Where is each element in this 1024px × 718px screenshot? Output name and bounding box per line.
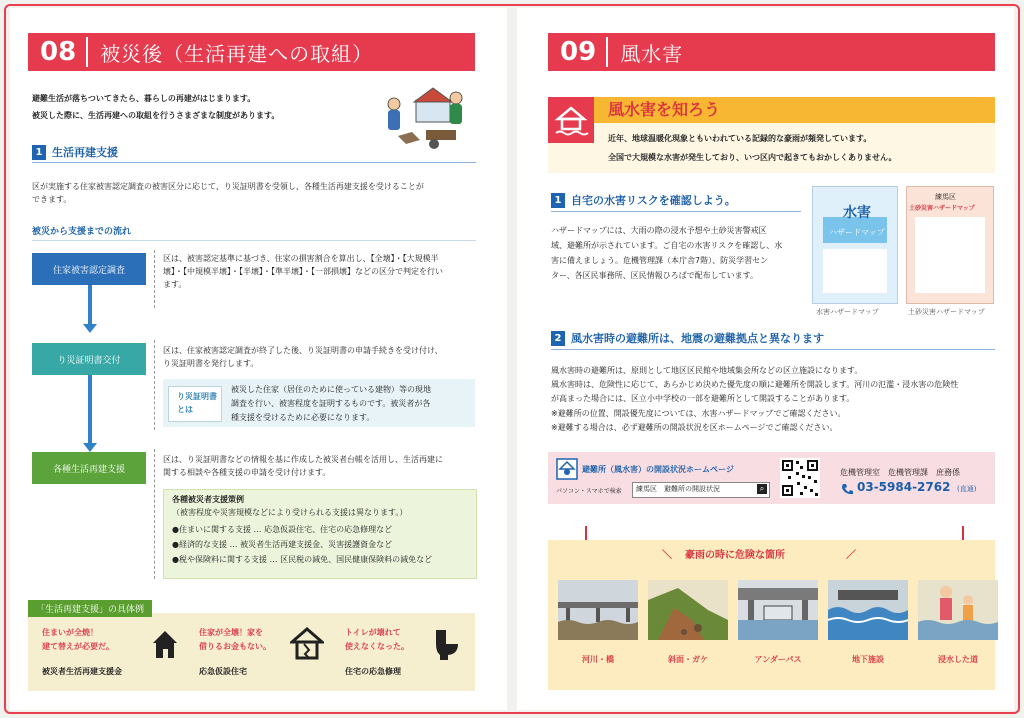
support-title: 各種被災者支援策例 xyxy=(172,495,244,504)
step-3-desc-2: 関する相談や各種支援の申請を受け付けます。 xyxy=(163,468,331,477)
flood-house-icon xyxy=(548,97,594,143)
example-1-q2: 建て替えが必要だ。 xyxy=(42,642,114,651)
r2-body-5: ※避難する場合は、必ず避難所の開設状況を区ホームページでご確認ください。 xyxy=(551,423,838,432)
intro-line-2: 被災した際に、生活再建への取組を行うさまざまな制度があります。 xyxy=(32,111,280,120)
flood-icon-box xyxy=(548,97,594,143)
step-1-desc-3: ます。 xyxy=(163,280,187,289)
flood-hazard-map-cover xyxy=(812,186,898,304)
section-header-08 xyxy=(28,33,475,71)
dash xyxy=(154,250,155,308)
flow-arrow xyxy=(83,443,97,452)
danger-caption-3: アンダーパス xyxy=(754,655,802,664)
underpass-illustration xyxy=(738,580,818,640)
example-2-answer: 応急仮設住宅 xyxy=(199,667,247,676)
marker-line xyxy=(962,526,964,540)
step-2-desc-1: 区は、住家被害認定調査が終了した後、り災証明書の申請手続きを受け付け、 xyxy=(163,346,443,355)
dash xyxy=(154,449,155,579)
section-title: 被災後（生活再建への取組） xyxy=(100,41,374,66)
cover-title: 水害 xyxy=(843,205,871,221)
example-3-answer: 住宅の応急修理 xyxy=(345,667,401,676)
flow-arrow xyxy=(83,324,97,333)
tools-icon xyxy=(150,628,180,660)
section-number: 08 xyxy=(28,37,88,67)
step-3-desc-1: 区は、り災証明書などの情報を基に作成した被災者台帳を活用し、生活再建に xyxy=(163,455,443,464)
definition-text-2: 調査を行い、被害程度を証明するものです。被災者が各 xyxy=(231,399,431,408)
divider xyxy=(551,211,801,212)
r2-body-3: が高まった場合には、区立小中学校の一部を避難所として開設することがあります。 xyxy=(551,394,855,403)
section-header-09 xyxy=(548,33,995,71)
divider xyxy=(32,240,476,241)
step-1-desc-1: 区は、被害認定基準に基づき、住家の損害割合を算出し、【全壊】・【大規模半 xyxy=(163,254,439,263)
danger-caption-4: 地下施設 xyxy=(852,655,884,664)
danger-caption-2: 斜面・ガケ xyxy=(668,655,708,664)
r2-body-2: 風水害時は、危険性に応じて、あらかじめ決めた優先度の順に避難所を開設します。河川の氾濫・浸水害の危険性 xyxy=(551,380,959,389)
broken-house-icon xyxy=(290,626,324,660)
flooded-road-illustration xyxy=(918,580,998,640)
r2-body-1: 風水害時の避難所は、原則として地区区民館や地域集会所などの区立施設になります。 xyxy=(551,366,863,375)
qr-code[interactable] xyxy=(780,458,820,498)
definition-term-2: とは xyxy=(177,405,193,414)
shelter-icon xyxy=(556,458,578,480)
example-3-q2: 使えなくなった。 xyxy=(345,642,409,651)
definition-term-1: り災証明書 xyxy=(177,392,217,401)
right-intro-1: 近年、地球温暖化現象ともいわれている記録的な豪雨が頻発しています。 xyxy=(608,134,872,143)
search-icon[interactable]: ⌕ xyxy=(757,484,767,494)
example-2-q1: 住家が全壊！家を xyxy=(199,628,263,637)
rebuild-illustration xyxy=(376,82,476,154)
department: 危機管理室 危機管理課 庶務係 xyxy=(840,468,960,477)
cover-ward: 練馬区 xyxy=(935,193,956,201)
phone-note: (直通) xyxy=(957,485,977,493)
subsection-header-r2 xyxy=(551,330,824,346)
flow-connector xyxy=(88,285,92,325)
river-bridge-illustration xyxy=(558,580,638,640)
flow-step-2: り災証明書交付 xyxy=(32,343,146,375)
example-3-q1: トイレが壊れて xyxy=(345,628,401,637)
r1-body-2: 域、避難所が示されています。ご自宅の水害リスクを確認し、水 xyxy=(551,241,783,250)
phone-number[interactable]: 03-5984-2762 xyxy=(857,480,951,494)
cover-map xyxy=(915,217,985,293)
dash xyxy=(154,340,155,430)
s1-body-1: 区が実施する住家被害認定調査の被害区分に応じて、り災証明書を受領し、各種生活再建支援を受けることが xyxy=(32,182,424,191)
section-number: 09 xyxy=(548,37,608,67)
flow-connector xyxy=(88,375,92,445)
support-item-1: ●住まいに関する支援 … 応急仮設住宅、住宅の応急修理など xyxy=(172,525,393,534)
r2-body-4: ※避難所の位置、開設優先度については、水害ハザードマップでご確認ください。 xyxy=(551,409,846,418)
definition-text-1: 被災した住家（居住のために使っている建物）等の現地 xyxy=(231,385,431,394)
r1-body-3: 害に備えましょう。危機管理課（本庁舎7階）、防災学習セン xyxy=(551,256,769,265)
subsection-number: 2 xyxy=(551,331,565,346)
danger-title-deco-left: ＼ xyxy=(662,550,672,561)
toilet-icon xyxy=(432,628,462,662)
search-value: 練馬区 避難所の開設状況 xyxy=(636,485,720,493)
flow-label: 被災から支援までの流れ xyxy=(32,227,132,237)
danger-title: 豪雨の時に危険な箇所 xyxy=(685,550,785,561)
underground-facility-illustration xyxy=(828,580,908,640)
example-2-q2: 借りるお金もない。 xyxy=(199,642,271,651)
marker-line xyxy=(585,526,587,540)
danger-caption-1: 河川・橋 xyxy=(582,655,614,664)
subsection-header-1 xyxy=(32,144,118,160)
example-1-q1: 住まいが全焼！ xyxy=(42,628,98,637)
landslide-hazard-map-cover xyxy=(906,186,994,304)
search-hint: パソコン・スマホで検索 xyxy=(556,488,622,495)
r1-body-4: ター、各区民事務所、区民情報ひろばで配布しています。 xyxy=(551,271,759,280)
support-item-3: ●税や保険料に関する支援 … 区民税の減免、国民健康保険料の減免など xyxy=(172,555,433,564)
support-item-2: ●経済的な支援 … 被災者生活再建支援金、災害援護資金など xyxy=(172,540,393,549)
cover-title: 土砂災害ハザードマップ xyxy=(909,205,975,212)
subsection-title: 風水害時の避難所は、地震の避難拠点と異なります xyxy=(571,332,824,345)
flow-step-3: 各種生活再建支援 xyxy=(32,452,146,484)
subsection-number: 1 xyxy=(551,193,565,208)
intro-line-1: 避難生活が落ちついてきたら、暮らしの再建がはじまります。 xyxy=(32,94,256,103)
map-caption-2: 土砂災害ハザードマップ xyxy=(908,308,985,316)
subsection-header-r1 xyxy=(551,192,736,208)
example-1-answer: 被災者生活再建支援金 xyxy=(42,667,122,676)
examples-tag: 「生活再建支援」の具体例 xyxy=(28,600,152,617)
web-title: 避難所（風水害）の開設状況ホームページ xyxy=(582,465,734,474)
slope-cliff-illustration xyxy=(648,580,728,640)
banner-title: 風水害を知ろう xyxy=(608,100,721,119)
definition-text-3: 種支援を受けるために必要になります。 xyxy=(231,413,375,422)
divider xyxy=(32,162,476,163)
danger-title-deco-right: ／ xyxy=(846,550,856,561)
step-1-desc-2: 壊】・【中規模半壊】・【半壊】・【準半壊】・【一部損壊】などの区分で判定を行い xyxy=(163,267,443,276)
step-2-desc-2: り災証明書を発行します。 xyxy=(163,359,259,368)
divider xyxy=(551,349,995,350)
subsection-title: 自宅の水害リスクを確認しよう。 xyxy=(571,194,736,207)
right-intro-2: 全国で大規模な水害が発生しており、いつ区内で起きてもおかしくありません。 xyxy=(608,153,897,162)
flow-step-1: 住家被害認定調査 xyxy=(32,253,146,285)
subsection-number: 1 xyxy=(32,145,46,160)
r1-body-1: ハザードマップには、大雨の際の浸水予想や土砂災害警戒区 xyxy=(551,226,767,235)
map-caption-1: 水害ハザードマップ xyxy=(816,308,879,316)
section-title: 風水害 xyxy=(620,41,684,66)
phone-icon xyxy=(840,481,854,495)
support-note: （被害程度や災害規模などにより受けられる支援は異なります。） xyxy=(172,508,408,517)
cover-subtitle: ハザードマップ xyxy=(829,228,885,237)
subsection-title: 生活再建支援 xyxy=(52,146,118,159)
s1-body-2: できます。 xyxy=(32,195,72,204)
cover-map xyxy=(823,249,887,293)
danger-caption-5: 浸水した道 xyxy=(938,655,978,664)
